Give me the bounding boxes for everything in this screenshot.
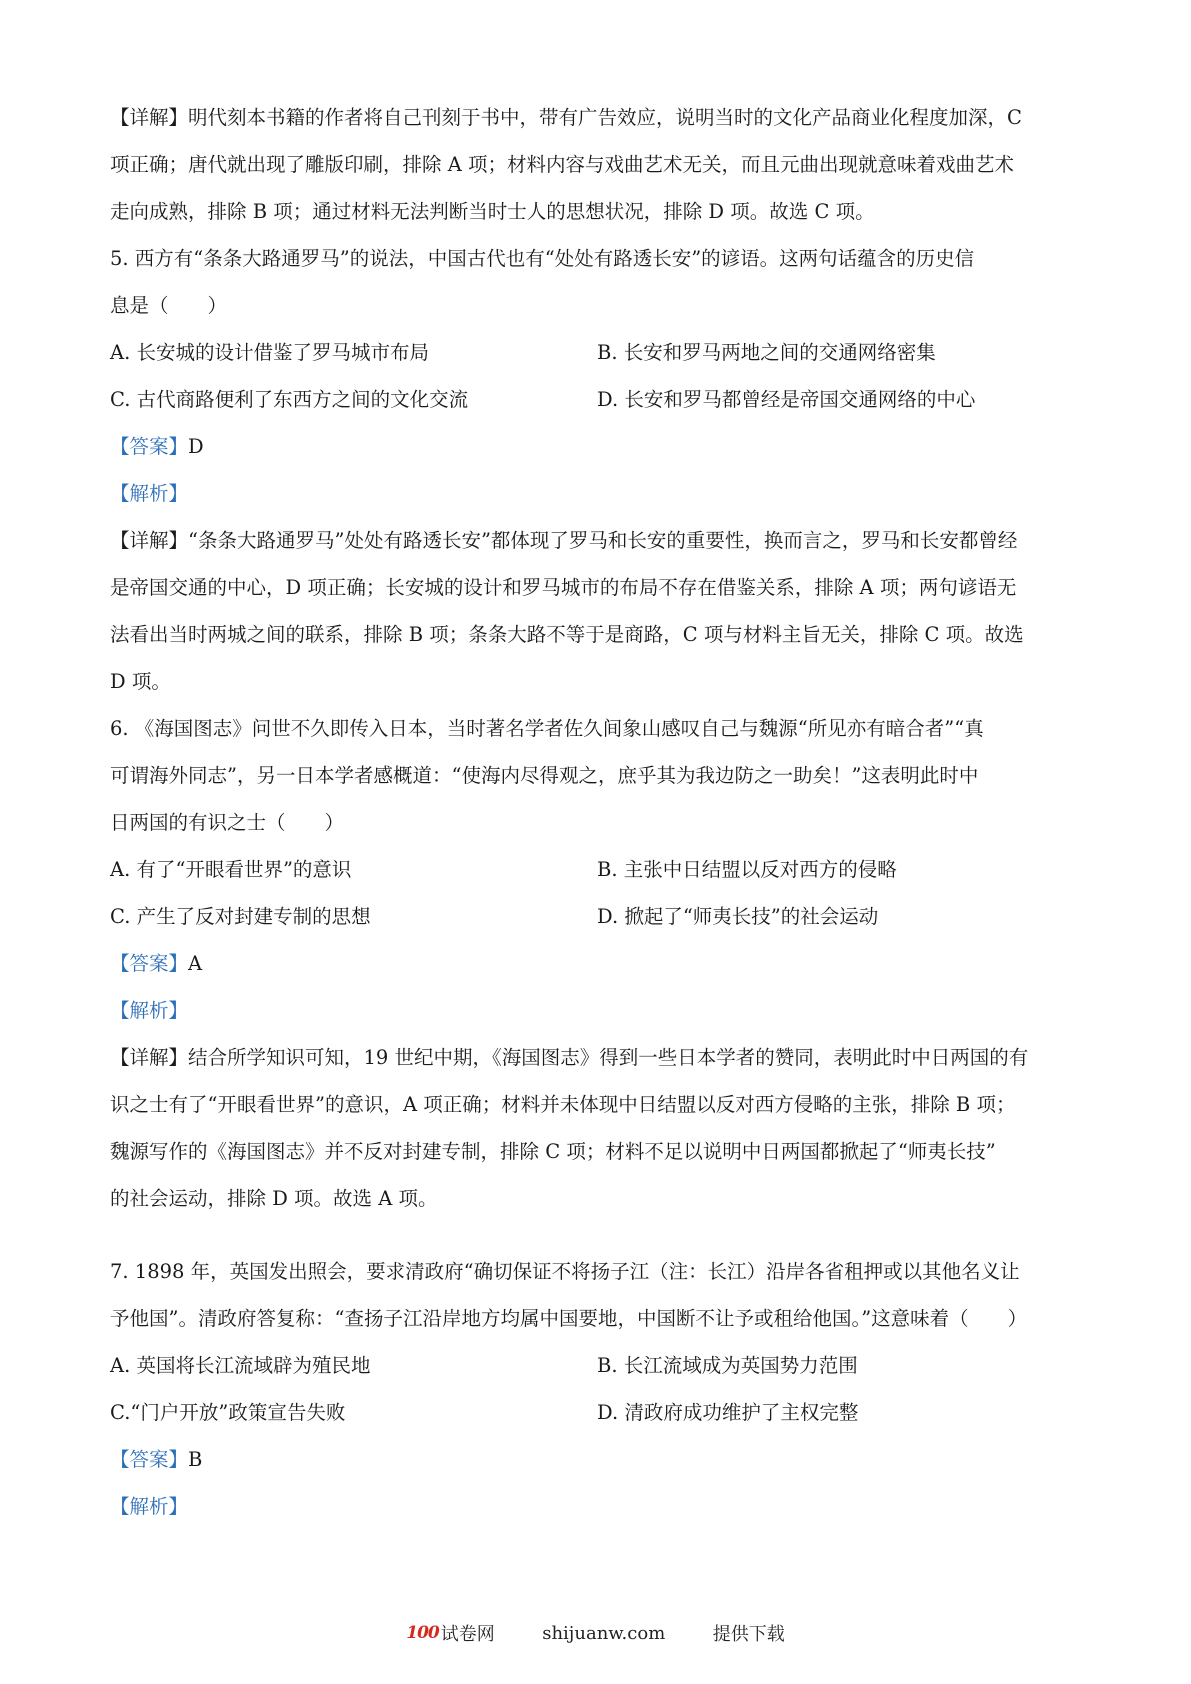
q6-detail [110, 1034, 1085, 1222]
answer-value: B [188, 1448, 203, 1471]
q6-detail-line: 识之士有了“开眼看世界”的意识，A 项正确；材料并未体现中日结盟以反对西方侵略的主张，排除 B 项； [110, 1093, 1016, 1116]
q5-option-a: A. 长安城的设计借鉴了罗马城市布局 [110, 341, 429, 364]
answer-label: 【答案】 [110, 435, 189, 458]
q5-stem [110, 235, 1085, 329]
q6-option-c: C. 产生了反对封建专制的思想 [110, 905, 371, 928]
content [110, 94, 1085, 1530]
footer-url[interactable]: shijuanw.com [542, 1622, 666, 1644]
q7-option-b: B. 长江流域成为英国势力范围 [597, 1354, 858, 1377]
q7-option-d: D. 清政府成功维护了主权完整 [597, 1401, 859, 1424]
answer-label: 【答案】 [110, 1448, 189, 1471]
q4-detail [110, 94, 1085, 235]
q5-stem-line: 5. 西方有“条条大路通罗马”的说法，中国古代也有“处处有路透长安”的谚语。这两句话蕴含的历史信 [110, 247, 975, 270]
answer-value: A [188, 952, 203, 975]
q5-stem-line: 息是（ ） [110, 294, 228, 317]
detail-label: 【详解】 [110, 529, 189, 552]
q7-stem-line: 予他国”。清政府答复称：“查扬子江沿岸地方均属中国要地，中国断不让予或租给他国。”这意味着（ ） [110, 1307, 1028, 1330]
footer-site-name: 试卷网 [440, 1624, 495, 1645]
answer-value: D [188, 435, 204, 458]
q6-stem-line: 日两国的有识之士（ ） [110, 811, 345, 834]
q7-analysis-label: 【解析】 [110, 1495, 189, 1518]
q5-detail [110, 517, 1085, 705]
q4-detail-line: 走向成熟，排除 B 项；通过材料无法判断当时士人的思想状况，排除 D 项。故选 C 项。 [110, 200, 875, 223]
q7-answer [110, 1436, 1085, 1483]
q7-options-row [110, 1389, 1085, 1436]
q6-option-a: A. 有了“开眼看世界”的意识 [110, 858, 352, 881]
q5-options-row [110, 376, 1085, 423]
q4-detail-line: 【详解】明代刻本书籍的作者将自己刊刻于书中，带有广告效应，说明当时的文化产品商业化程度加深，C [110, 106, 1022, 129]
q6-detail-line: 魏源写作的《海国图志》并不反对封建专制，排除 C 项；材料不足以说明中日两国都掀起了“师夷长技” [110, 1140, 996, 1163]
q5-options-row [110, 329, 1085, 376]
q6-options-row [110, 846, 1085, 893]
spacer [110, 1222, 1085, 1248]
q6-stem [110, 705, 1085, 846]
q5-answer [110, 423, 1085, 470]
detail-label: 【详解】 [110, 106, 189, 129]
q6-analysis-label: 【解析】 [110, 999, 189, 1022]
q5-option-d: D. 长安和罗马都曾经是帝国交通网络的中心 [597, 388, 976, 411]
q7-option-c: C.“门户开放”政策宣告失败 [110, 1401, 346, 1424]
q6-option-d: D. 掀起了“师夷长技”的社会运动 [597, 905, 879, 928]
q7-option-a: A. 英国将长江流域辟为殖民地 [110, 1354, 371, 1377]
detail-label: 【详解】 [110, 1046, 189, 1069]
q6-stem-line: 6. 《海国图志》问世不久即传入日本，当时著名学者佐久间象山感叹自己与魏源“所见亦有暗合者”“真 [110, 717, 984, 740]
logo-100-icon: 100 [406, 1623, 439, 1643]
q5-analysis-label: 【解析】 [110, 482, 189, 505]
q5-detail-line: 法看出当时两城之间的联系，排除 B 项；条条大路不等于是商路，C 项与材料主旨无关，排除 C 项。故选 [110, 623, 1024, 646]
page-footer [0, 1620, 1191, 1646]
q4-detail-line: 项正确；唐代就出现了雕版印刷，排除 A 项；材料内容与戏曲艺术无关，而且元曲出现就意味着戏曲艺术 [110, 153, 1014, 176]
q6-options-row [110, 893, 1085, 940]
q6-answer [110, 940, 1085, 987]
answer-label: 【答案】 [110, 952, 189, 975]
q7-stem-line: 7. 1898 年，英国发出照会，要求清政府“确切保证不将扬子江（注：长江）沿岸各省租押或以其他名义让 [110, 1260, 1020, 1283]
q6-detail-line: 的社会运动，排除 D 项。故选 A 项。 [110, 1187, 438, 1210]
q6-option-b: B. 主张中日结盟以反对西方的侵略 [597, 858, 897, 881]
q6-detail-line: 【详解】结合所学知识可知，19 世纪中期，《海国图志》得到一些日本学者的赞同，表明此时中日两国的有 [110, 1046, 1029, 1069]
q7-options-row [110, 1342, 1085, 1389]
q5-option-b: B. 长安和罗马两地之间的交通网络密集 [597, 341, 936, 364]
q6-stem-line: 可谓海外同志”，另一日本学者感概道：“使海内尽得观之，庶乎其为我边防之一助矣！”这表明此时中 [110, 764, 979, 787]
q7-stem [110, 1248, 1085, 1342]
q5-detail-line: 是帝国交通的中心，D 项正确；长安城的设计和罗马城市的布局不存在借鉴关系，排除 A 项；两句谚语无 [110, 576, 1017, 599]
q5-detail-line: 【详解】“条条大路通罗马”处处有路透长安”都体现了罗马和长安的重要性，换而言之，罗马和长安都曾经 [110, 529, 1018, 552]
footer-slogan: 提供下载 [712, 1624, 785, 1645]
q5-option-c: C. 古代商路便利了东西方之间的文化交流 [110, 388, 469, 411]
q5-detail-line: D 项。 [110, 670, 171, 693]
